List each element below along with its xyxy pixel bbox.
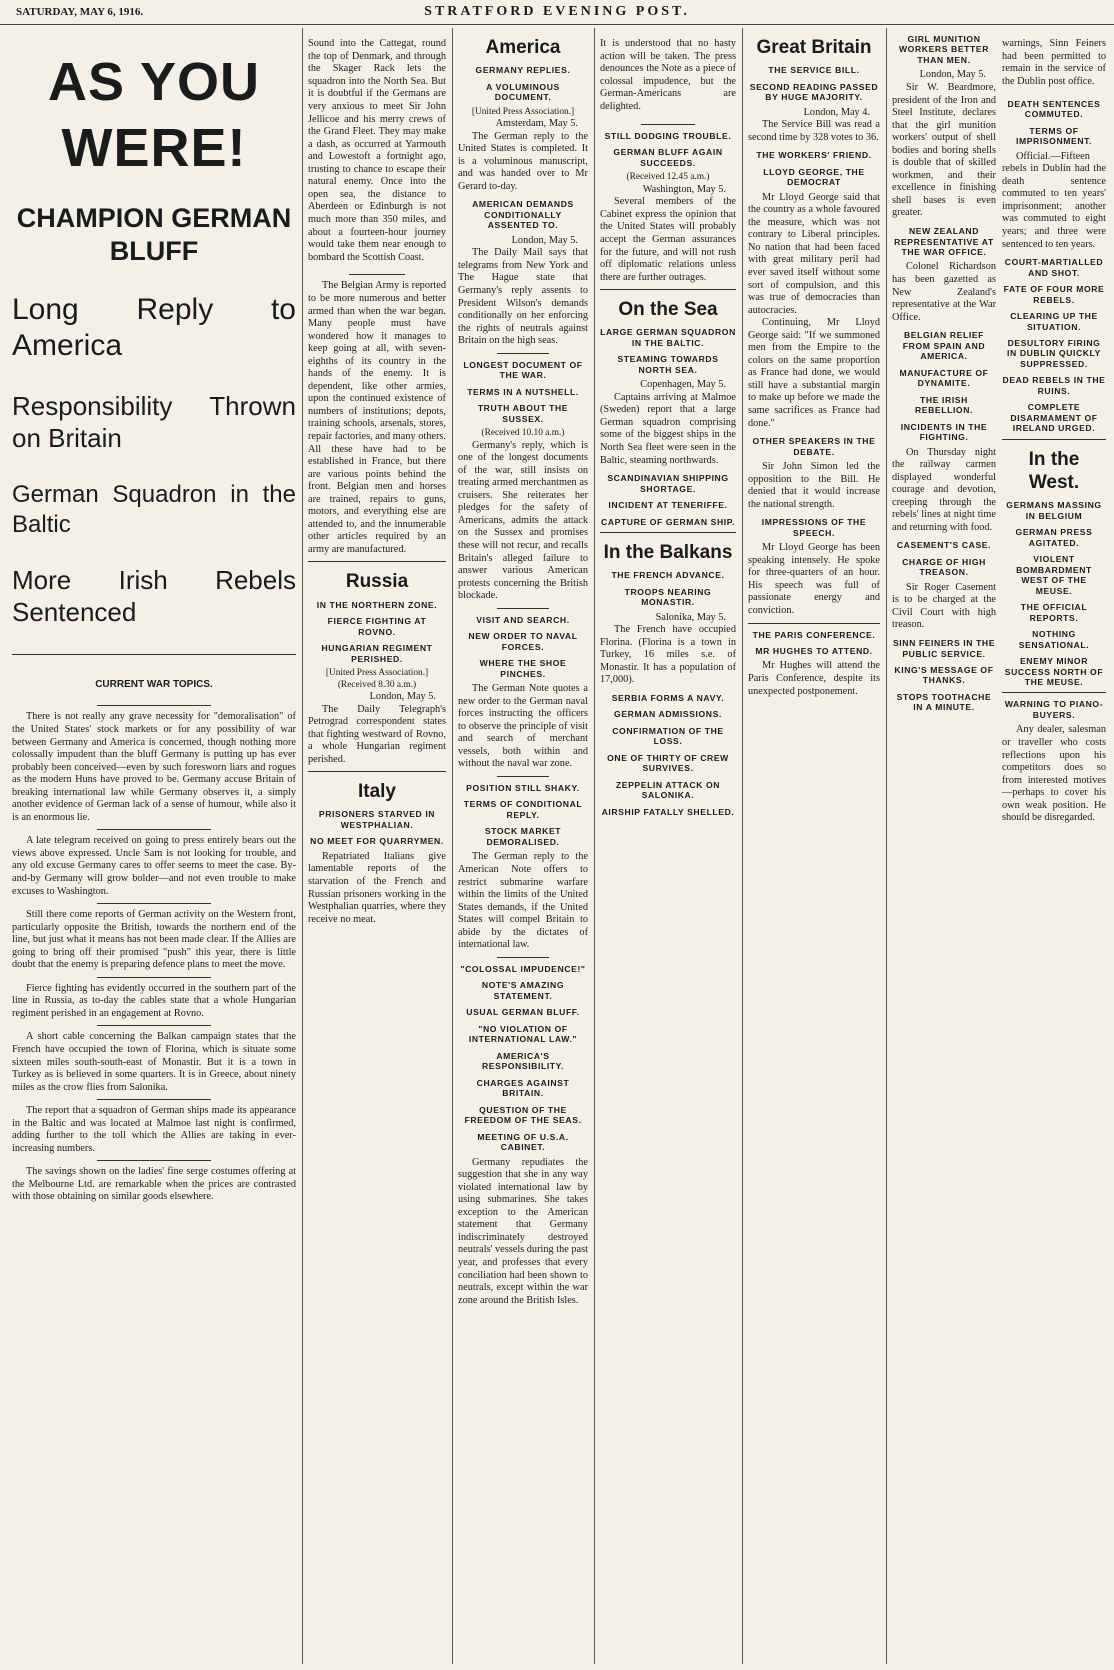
article-paragraph: It is understood that no hasty action will be taken. The press denounces the Note as a piece of colossal impudence, but the German-Americans are delighted. — [600, 38, 736, 113]
article-paragraph: Mr Lloyd George said that the country as a whole favoured the measure, which was not contrary to Liberal principles. No nation that had been faced with great military peril had ever saved itself without some sort of compulsion, and this was true of democracies than autocracies. — [748, 191, 880, 316]
subheading: FATE OF FOUR MORE REBELS. — [1003, 284, 1105, 305]
subheading: CONFIRMATION OF THE LOSS. — [612, 725, 724, 747]
subheading: CAPTURE OF GERMAN SHIP. — [601, 516, 735, 527]
section-heading: America — [485, 37, 561, 58]
column-2 — [308, 28, 446, 1664]
headline-line: German Squadron in the Baltic — [12, 481, 296, 538]
subheading: POSITION STILL SHAKY. — [466, 783, 580, 793]
column-rule — [302, 28, 303, 1664]
article-paragraph: Official.—Fifteen rebels in Dublin had the death sentence commuted to ten years' imprisonment; another was commuted to eight years; and three were sentenced to ten years. — [1002, 150, 1106, 250]
subheading: ENEMY MINOR SUCCESS NORTH OF THE MEUSE. — [1004, 656, 1104, 687]
issue-date: SATURDAY, MAY 6, 1916. — [16, 6, 144, 18]
subheading: AIRSHIP FATALLY SHELLED. — [601, 806, 735, 817]
section-heading: In the Balkans — [603, 542, 733, 564]
article-paragraph: The savings shown on the ladies' fine serge costumes offering at the Melbourne Ltd. are remarkable when the prices are contrasted with those obtaining on similar goods elsewhere. — [12, 1166, 296, 1203]
headline-line: Long Reply to America — [12, 292, 296, 363]
column-4 — [600, 28, 736, 1664]
article-paragraph: Several members of the Cabinet express the opinion that the United States will probably accept the German assurances for the future, and will not rush off diplomatic relations unless there are further outrages. — [600, 196, 736, 283]
subheading: SECOND READING PASSED BY HUGE MAJORITY. — [749, 81, 879, 103]
dateline: London, May 5. — [919, 69, 986, 81]
article-paragraph: Sir Roger Casement is to be charged at the Civil Court with high treason. — [892, 581, 996, 631]
wire-credit: [United Press Association.] — [471, 106, 575, 117]
article-paragraph: Germany's reply, which is one of the longest documents of the war, still insists on treating armed merchantmen as cruisers. She reiterates her pledges for the safety of Americans, admits the attack on the Sussex and promises these will not recur, and recalls Britain's alleged failure to answer various American protests concerning the British blockade. — [458, 439, 588, 602]
column-6 — [892, 28, 996, 1664]
subheading: STOPS TOOTHACHE IN A MINUTE. — [896, 691, 992, 713]
subheading: VIOLENT BOMBARDMENT WEST OF THE MEUSE. — [1016, 554, 1092, 596]
subheading: THE OFFICIAL REPORTS. — [1020, 602, 1088, 623]
subheading: CLEARING UP THE SITUATION. — [1010, 311, 1098, 332]
article-paragraph: The Service Bill was read a second time by 328 votes to 36. — [748, 119, 880, 143]
subheading: VISIT AND SEARCH. — [476, 614, 570, 625]
subheading: COMPLETE DISARMAMENT OF IRELAND URGED. — [1010, 402, 1098, 434]
subheading: THE FRENCH ADVANCE. — [611, 570, 725, 581]
wire-credit: [United Press Association.] — [325, 668, 429, 679]
article-paragraph: The Daily Mail says that telegrams from New York and The Hague state that Germany's reply assents to President Wilson's demands conditionally on her enforcing the rights of neutrals against Britain on the high seas. — [458, 247, 588, 347]
subheading: DEATH SENTENCES COMMUTED. — [1007, 98, 1101, 120]
article-paragraph: Repatriated Italians give lamentable reports of the starvation of the French and Russian prisoners working in the Westphalian quarries, where they receive no meat. — [308, 850, 446, 925]
subheading: MR HUGHES TO ATTEND. — [755, 646, 873, 656]
subheading: NEW ORDER TO NAVAL FORCES. — [468, 631, 578, 652]
subheading: DESULTORY FIRING IN DUBLIN QUICKLY SUPPRESSED. — [1007, 338, 1101, 369]
received-time: (Received 8.30 a.m.) — [337, 679, 417, 690]
subheading: NOTE'S AMAZING STATEMENT. — [481, 980, 565, 1001]
subheading: CHARGES AGAINST BRITAIN. — [476, 1077, 570, 1099]
subheading: THE PARIS CONFERENCE. — [752, 629, 876, 640]
dateline: London, May 5. — [511, 234, 578, 246]
article-paragraph: Fierce fighting has evidently occurred in the southern part of the line in Russia, as to-day the cables state that a whole Hungarian regiment perished in an engagement at Rovno. — [12, 982, 296, 1019]
article-paragraph: Sir John Simon led the opposition to the Bill. He denied that it would increase the national strength. — [748, 461, 880, 510]
subheading: OTHER SPEAKERS IN THE DEBATE. — [752, 436, 876, 457]
article-paragraph: Mr Lloyd George has been speaking intensely. He spoke for three-quarters of an hour. His speech was full of passionate energy and conviction. — [748, 542, 880, 616]
subheading: INCIDENT AT TENERIFFE. — [608, 500, 728, 511]
subheading: STILL DODGING TROUBLE. — [604, 130, 732, 141]
article-paragraph: A late telegram received on going to press entirely bears out the views above expressed. Uncle Sam is not looking for trouble, and any old excuse Germany cares to offer seems to meet the case. By-and-by Germany will grow bolder—and not even trouble to make excuses to Washington. — [12, 835, 296, 897]
newspaper-name: STRATFORD EVENING POST. — [424, 4, 690, 19]
received-time: (Received 10.10 a.m.) — [481, 428, 565, 439]
subheading: SINN FEINERS IN THE PUBLIC SERVICE. — [892, 638, 996, 659]
masthead — [0, 0, 1114, 25]
dateline: London, May 4. — [803, 106, 870, 118]
subheading: TERMS OF CONDITIONAL REPLY. — [463, 799, 583, 820]
subheading: TERMS OF IMPRISONMENT. — [1015, 125, 1093, 147]
article-paragraph: The German reply to the American Note offers to restrict submarine warfare within the limits of the United States demands, if the United States will compel Britain to abide by the dictates of international law. — [458, 851, 588, 951]
subheading: CASEMENT'S CASE. — [896, 540, 992, 551]
headline-line: More Irish Rebels Sentenced — [12, 564, 296, 627]
section-heading: Russia — [345, 571, 409, 593]
subheading: ONE OF THIRTY OF CREW SURVIVES. — [607, 752, 729, 774]
front-column — [12, 28, 296, 1664]
subheading: "COLOSSAL IMPUDENCE!" — [460, 963, 586, 974]
article-paragraph: Still there come reports of German activity on the Western front, particularly opposite the British, towards the northern end of the line, but just what it means has not been made clear. If the Allies are going to bring off their promised "push" this year, there is little doubt that the enemy is preparing defence plans to meet the move. — [12, 909, 296, 971]
subheading: ZEPPELIN ATTACK ON SALONIKA. — [615, 779, 721, 801]
subheading: SERBIA FORMS A NAVY. — [611, 692, 725, 703]
subheading: DEAD REBELS IN THE RUINS. — [1002, 375, 1106, 396]
article-paragraph: On Thursday night the railway carmen displayed wonderful courage and devotion, creeping through the rebels' lines at night time and returning with food. — [892, 446, 996, 533]
subheading: AMERICAN DEMANDS CONDITIONALLY ASSENTED TO. — [472, 199, 574, 231]
article-paragraph: A short cable concerning the Balkan campaign states that the French have occupied the town of Florina, which is situate some sixteen miles south-south-east of Monastir. But it is a town in Turkey as is believed in some quarters. It is in Greece, about ninety miles as the crow flies from Salonika. — [12, 1031, 296, 1093]
subheading: STOCK MARKET DEMORALISED. — [484, 826, 562, 847]
article-paragraph: There is not really any grave necessity for "demoralisation" of the United States' stock markets or for any possibility of war between Germany and America is concerned, though nothing more colossally impudent than the bluff Germany is putting up has ever probably been conceived—even by such foresworn liars and rogues as the modern Huns have proved to be. Germany accuse Britain of breaking international law while Germany observes it, a simply another evidence of German lack of a sense of humour, while also it is an enormous lie. — [12, 711, 296, 823]
subheading: LLOYD GEORGE, THE DEMOCRAT — [763, 166, 865, 188]
column-rule — [886, 28, 887, 1664]
section-heading: CURRENT WAR TOPICS. — [95, 679, 213, 691]
subheading: NO MEET FOR QUARRYMEN. — [310, 836, 444, 847]
article-paragraph: The Belgian Army is reported to be more numerous and better armed than when the war began. Many people must have wondered how it manages to keep going at all, with seven-eighths of its country in the hands of the enemy. It is dependent, like other armies, upon the continued existence of numbers of institutions; depots, training schools, arsenals, stores, repair factories, and many others. All these have had to be established in France, but there are various points behind the front. Belgian men and horses are trained, repairs to guns, motors, and everything else are attended to, and the innumerable other articles required by an army are manufactured. — [308, 280, 446, 555]
subheading: THE IRISH REBELLION. — [914, 394, 974, 416]
article-paragraph: Germany repudiates the suggestion that she in any way violated international law by using submarines. She takes exception to the American statement that Germany indiscriminately destroyed neutrals' vessels during the past year, and professes that every conciliation had been shown to neutrals, except within the war zone around the British Isles. — [458, 1156, 588, 1306]
headline-line: Responsibility Thrown on Britain — [12, 390, 296, 453]
article-paragraph: The Daily Telegraph's Petrograd correspondent states that fighting westward of Rovno, a whole Hungarian regiment perished. — [308, 703, 446, 765]
article-paragraph: Sir W. Beardmore, president of the Iron and Steel Institute, declares that the girl munition workers' output of shell bodies and boring shells is double that of skilled workmen, and their excellence in finishing shell bases is even greater. — [892, 82, 996, 219]
subheading: AMERICA'S RESPONSIBILITY. — [481, 1050, 565, 1072]
subheading: THE WORKERS' FRIEND. — [756, 150, 872, 161]
subheading: IN THE NORTHERN ZONE. — [316, 599, 438, 610]
subheading: SCANDINAVIAN SHIPPING SHORTAGE. — [607, 473, 729, 494]
subheading: NEW ZEALAND REPRESENTATIVE AT THE WAR OFFICE. — [894, 226, 994, 257]
subheading: GERMAN PRESS AGITATED. — [1015, 527, 1093, 548]
section-heading: Italy — [357, 781, 397, 803]
article-paragraph: Colonel Richardson has been gazetted as New Zealand's representative at the War Office. — [892, 261, 996, 323]
main-headline: AS YOU WERE! — [47, 52, 261, 178]
subheading: TERMS IN A NUTSHELL. — [467, 386, 579, 397]
subheading: A VOLUMINOUS DOCUMENT. — [486, 81, 560, 103]
subheading: STEAMING TOWARDS NORTH SEA. — [617, 354, 719, 375]
subheading: IMPRESSIONS OF THE SPEECH. — [761, 517, 867, 538]
subheading: GERMAN BLUFF AGAIN SUCCEEDS. — [613, 147, 723, 168]
subheading: CHARGE OF HIGH TREASON. — [902, 556, 986, 578]
subheading: GERMANY REPLIES. — [475, 65, 571, 76]
subheading: "NO VIOLATION OF INTERNATIONAL LAW." — [468, 1023, 578, 1045]
dateline: Washington, May 5. — [642, 183, 726, 195]
subheading: TROOPS NEARING MONASTIR. — [624, 586, 712, 608]
subheading: QUESTION OF THE FREEDOM OF THE SEAS. — [464, 1104, 582, 1126]
subheading: WHERE THE SHOE PINCHES. — [479, 658, 567, 679]
article-paragraph: The German Note quotes a new order to the German naval forces instructing the officers to observe the principle of visit and search of merchant vessels, both within and without the naval war zone. — [458, 683, 588, 770]
subheading: PRISONERS STARVED IN WESTPHALIAN. — [318, 809, 436, 830]
subheading: WARNING TO PIANO-BUYERS. — [1004, 699, 1104, 720]
subheading: USUAL GERMAN BLUFF. — [466, 1007, 580, 1018]
subheading: LARGE GERMAN SQUADRON IN THE BALTIC. — [600, 327, 736, 348]
column-3 — [458, 28, 588, 1664]
subheading: FIERCE FIGHTING AT ROVNO. — [327, 616, 427, 637]
section-heading: On the Sea — [618, 299, 718, 321]
article-paragraph: Continuing, Mr Lloyd George said: "If we summoned men from the Empire to the colors on the same proportion as France had done, we would still have a substantial margin to make up before we made the same sacrifices as France had done." — [748, 317, 880, 429]
dateline: Salonika, May 5. — [655, 611, 726, 623]
subheading: NOTHING SENSATIONAL. — [1018, 629, 1090, 650]
sub-headline: CHAMPION GERMAN BLUFF — [16, 202, 292, 266]
article-paragraph: Mr Hughes will attend the Paris Conference, despite its unexpected postponement. — [748, 660, 880, 697]
column-5 — [748, 28, 880, 1664]
received-time: (Received 12.45 a.m.) — [626, 172, 710, 183]
article-paragraph: Sound into the Cattegat, round the top of Denmark, and through the Skager Rack lets the squadron into the North Sea. But it is doubtful if the Germans are very anxious to meet Sir John Jellicoe and his merry crews of the Grand Fleet. They may make a dash, as occurred at Yarmouth and Lowestoft a fortnight ago, trusting to chance to escape their natural enemy. Once into the open sea, the distance to Aberdeen or Edinburgh is not much more than 350 miles, and about a fourteen-hour journey would take them near enough to bombard the Scottish Coast. — [308, 38, 446, 263]
subheading: COURT-MARTIALLED AND SHOT. — [1004, 257, 1104, 278]
dateline: London, May 5. — [369, 691, 436, 702]
column-rule — [742, 28, 743, 1664]
article-paragraph: The French have occupied Florina. (Florina is a town in Turkey, 16 miles s.e. of Monastir. It has a population of 17,000). — [600, 624, 736, 686]
article-paragraph: Any dealer, salesman or traveller who costs reflections upon his competitors does so from interested motives—perhaps to cover his own weak position. He should be disregarded. — [1002, 724, 1106, 824]
subheading: GERMAN ADMISSIONS. — [614, 709, 722, 720]
section-heading: Great Britain — [756, 37, 872, 58]
subheading: GERMANS MASSING IN BELGIUM — [1006, 500, 1102, 521]
dateline: Amsterdam, May 5. — [495, 118, 578, 130]
subheading: MEETING OF U.S.A. CABINET. — [477, 1131, 569, 1153]
subheading: BELGIAN RELIEF FROM SPAIN AND AMERICA. — [902, 330, 986, 362]
column-7 — [1002, 28, 1106, 1664]
dateline: Copenhagen, May 5. — [640, 379, 726, 391]
column-rule — [452, 28, 453, 1664]
column-rule — [594, 28, 595, 1664]
article-paragraph: warnings, Sinn Feiners had been permitted to remain in the service of the Dublin post office. — [1002, 38, 1106, 87]
subheading: HUNGARIAN REGIMENT PERISHED. — [321, 643, 433, 664]
article-paragraph: The German reply to the United States is completed. It is a voluminous manuscript, and was handed over to Mr Gerard to-day. — [458, 130, 588, 192]
subheading: GIRL MUNITION WORKERS BETTER THAN MEN. — [898, 34, 990, 65]
subheading: LONGEST DOCUMENT OF THE WAR. — [463, 359, 583, 381]
article-paragraph: The report that a squadron of German ships made its appearance in the Baltic and was located at Malmoe last night is confirmed, adding further to the toll which the Allies are taking in ever-increasing numbers. — [12, 1105, 296, 1154]
subheading: KING'S MESSAGE OF THANKS. — [894, 665, 994, 686]
subheading: TRUTH ABOUT THE SUSSEX. — [477, 403, 569, 424]
subheading: MANUFACTURE OF DYNAMITE. — [899, 367, 989, 389]
article-paragraph: Captains arriving at Malmoe (Sweden) report that a large German squadron comprising some of the biggest ships in the North Sea fleet were seen in the Baltic, steaming northwards. — [600, 391, 736, 466]
subheading: INCIDENTS IN THE FIGHTING. — [900, 421, 988, 443]
section-heading: In the West. — [1028, 448, 1080, 494]
subheading: THE SERVICE BILL. — [768, 65, 860, 76]
